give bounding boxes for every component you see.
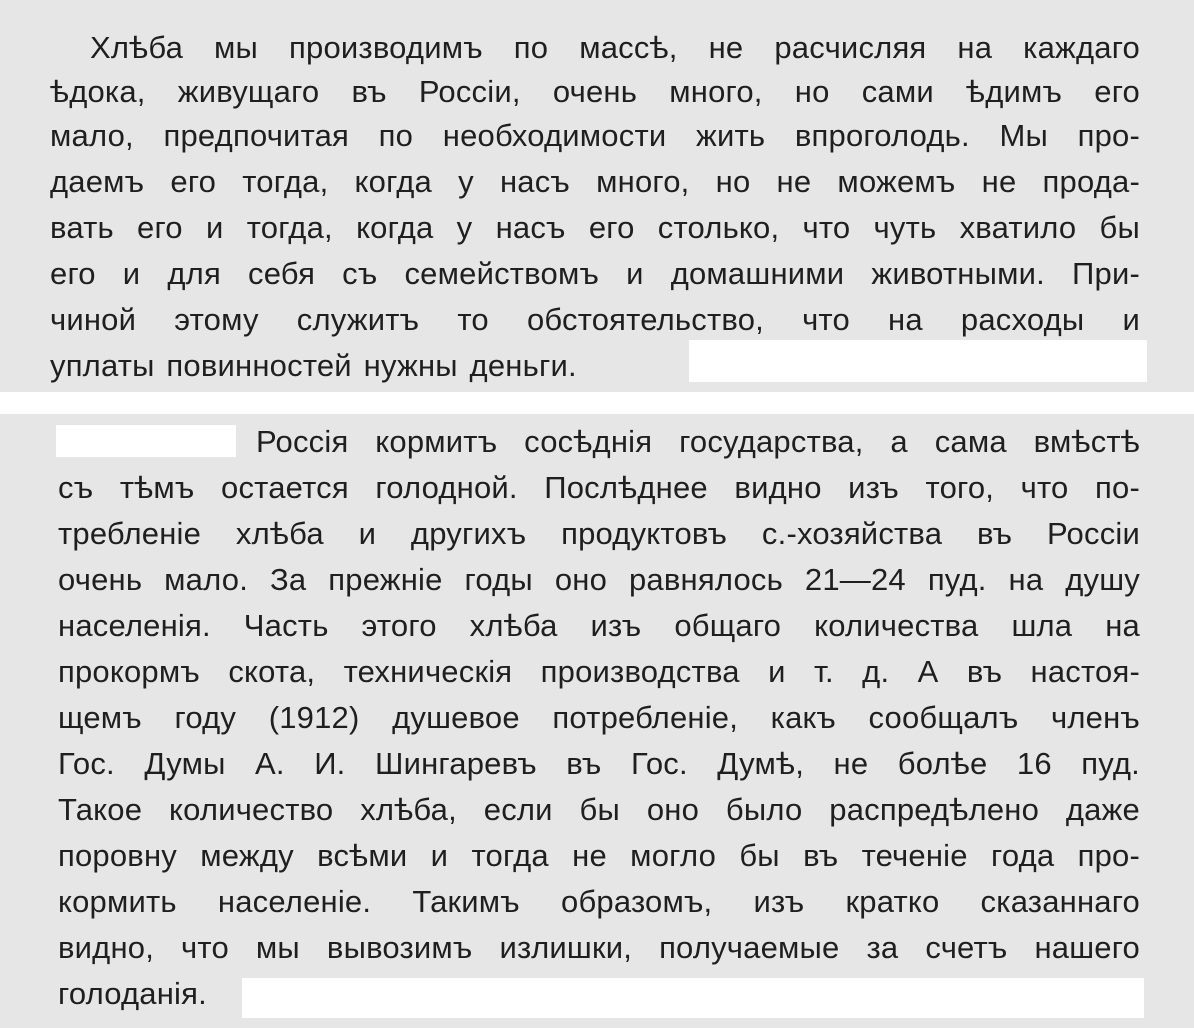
text-line: видно, что мы вывозимъ излишки, получаемые за счетъ нашего — [58, 930, 1140, 965]
text-line: уплаты повинностей нужны деньги. — [50, 348, 577, 383]
text-line: Такое количество хлѣба, если бы оно было распредѣлено даже — [58, 792, 1140, 827]
text-line: населенія. Часть этого хлѣба изъ общаго количества шла на — [58, 608, 1140, 643]
text-line: прокормъ скота, техническія производства и т. д. А въ настоя- — [58, 654, 1140, 689]
text-line: его и для себя съ семействомъ и домашними животными. При- — [50, 256, 1140, 291]
redaction-mask — [56, 425, 236, 457]
text-line: Хлѣба мы производимъ по массѣ, не расчисляя на каждаго — [90, 30, 1140, 65]
text-line: даемъ его тогда, когда у насъ много, но не можемъ не прода- — [50, 164, 1140, 199]
text-line: кормить населеніе. Такимъ образомъ, изъ кратко сказаннаго — [58, 884, 1140, 919]
text-line: вать его и тогда, когда у насъ его столько, что чуть хватило бы — [50, 210, 1140, 245]
text-line: ѣдока, живущаго въ Россіи, очень много, но сами ѣдимъ его — [50, 74, 1140, 109]
text-line: очень мало. За прежніе годы оно равнялось 21—24 пуд. на душу — [58, 562, 1140, 597]
text-line: голоданія. — [58, 976, 207, 1011]
text-line: требленіе хлѣба и другихъ продуктовъ с.-хозяйства въ Россіи — [58, 516, 1140, 551]
text-line: поровну между всѣми и тогда не могло бы въ теченіе года про- — [58, 838, 1140, 873]
text-line: Россія кормитъ сосѣднія государства, а сама вмѣстѣ — [256, 424, 1140, 459]
redaction-mask — [689, 340, 1147, 382]
bottom-text-panel — [0, 414, 1194, 1028]
text-line: щемъ году (1912) душевое потребленіе, какъ сообщалъ членъ — [58, 700, 1140, 735]
top-text-panel — [0, 0, 1194, 392]
redaction-mask — [242, 978, 1144, 1018]
text-line: съ тѣмъ остается голодной. Послѣднее видно изъ того, что по- — [58, 470, 1140, 505]
text-line: мало, предпочитая по необходимости жить впроголодь. Мы про- — [50, 118, 1140, 153]
text-line: Гос. Думы А. И. Шингаревъ въ Гос. Думѣ, не болѣе 16 пуд. — [58, 746, 1140, 781]
text-line: чиной этому служитъ то обстоятельство, что на расходы и — [50, 302, 1140, 337]
